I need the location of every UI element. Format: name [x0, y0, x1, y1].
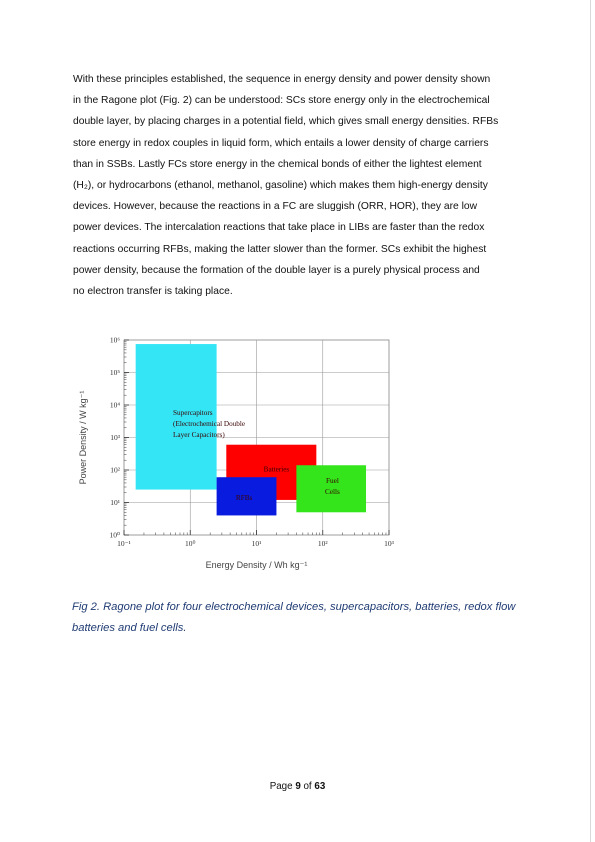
x-tick-label: 10²	[317, 539, 328, 548]
region-label: RFBs	[235, 493, 253, 502]
x-tick-label: 10⁰	[184, 539, 196, 548]
region-label: Batteries	[263, 465, 290, 474]
page-edge	[590, 0, 591, 842]
paragraph-line: than in SSBs. Lastly FCs store energy in the chemical bonds of either the lightest element	[73, 158, 482, 170]
y-tick-label: 10⁰	[109, 530, 120, 540]
x-axis-label: Energy Density / Wh kg⁻¹	[205, 560, 308, 570]
paragraph-line: power devices. The intercalation reactions that take place in LIBs are faster than the redox	[73, 222, 485, 234]
paragraph-line: in the Ragone plot (Fig. 2) can be understood: SCs store energy only in the electrochemical	[73, 95, 490, 107]
paragraph-line: reactions occurring RFBs, making the latter slower than the former. SCs exhibit the highest	[73, 243, 487, 255]
x-tick-label: 10¹	[251, 539, 262, 548]
region-label: (Electrochemical Double	[173, 419, 246, 428]
y-tick-label: 10¹	[110, 498, 120, 507]
footer-page-number: 9	[295, 781, 301, 792]
page-footer	[0, 781, 595, 792]
y-tick-label: 10⁶	[109, 335, 120, 345]
caption-line: batteries and fuel cells.	[72, 622, 187, 634]
paragraph-line: devices. However, because the reactions in a FC are sluggish (ORR, HOR), they are low	[73, 201, 478, 213]
region-label: Supercapitors	[173, 408, 213, 417]
x-tick-label: 10³	[384, 539, 394, 548]
x-tick-label: 10⁻¹	[117, 539, 131, 548]
region-label: Fuel	[326, 476, 339, 485]
footer-prefix: Page	[269, 781, 296, 792]
paragraph-line: no electron transfer is taking place.	[73, 286, 233, 298]
ragone-plot-figure	[70, 330, 410, 580]
footer-page-total: 63	[314, 781, 326, 792]
y-tick-label: 10²	[110, 465, 120, 475]
footer-middle: of	[300, 781, 315, 792]
caption-line: Fig 2. Ragone plot for four electrochemical devices, supercapacitors, batteries, redox flow	[72, 601, 516, 613]
region-label: Layer Capacitors)	[173, 430, 225, 439]
paragraph-line: power density, because the formation of the double layer is a purely physical process and	[73, 264, 480, 276]
region-label: Cells	[325, 487, 340, 496]
paragraph-line: With these principles established, the sequence in energy density and power density shown	[73, 74, 491, 85]
paragraph-line: store energy in redox couples in liquid form, which entails a lower density of charge carriers	[73, 137, 489, 149]
y-tick-label: 10⁵	[109, 368, 120, 377]
y-axis-label: Power Density / W kg⁻¹	[78, 390, 88, 485]
paragraph-line: (H₂), or hydrocarbons (ethanol, methanol, gasoline) which makes them high-energy density	[73, 180, 488, 192]
ragone-plot	[70, 330, 410, 580]
y-tick-label: 10⁴	[109, 400, 120, 410]
figure-caption	[72, 597, 542, 639]
y-tick-label: 10³	[110, 433, 120, 442]
paragraph-line: double layer, by placing charges in a potential field, which gives small energy densities. RFBs	[73, 116, 499, 128]
region-rect	[136, 344, 217, 490]
body-paragraph	[73, 69, 533, 302]
